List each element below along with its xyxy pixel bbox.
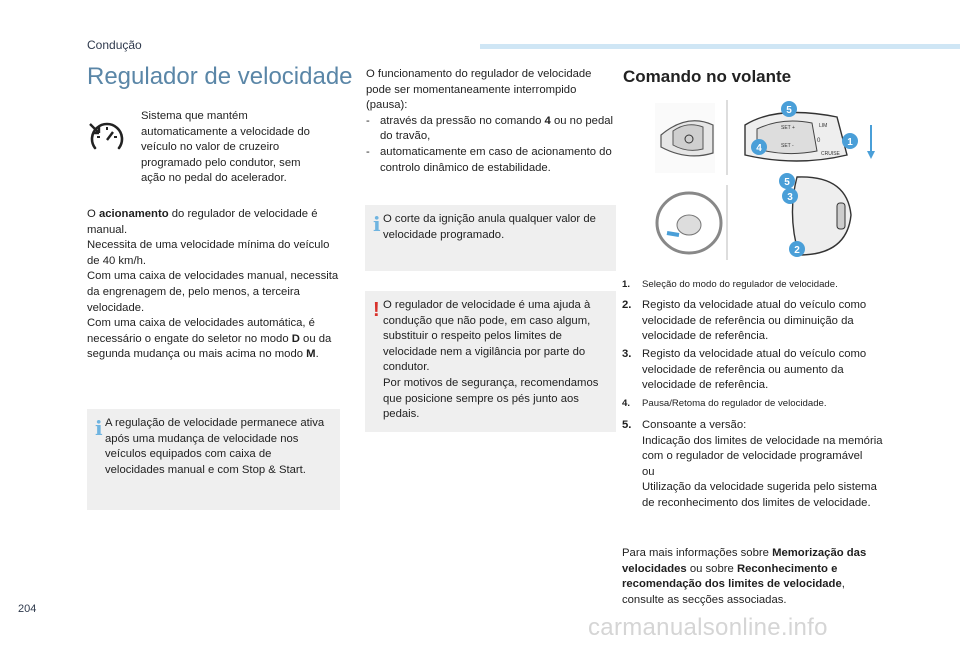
svg-text:1: 1: [847, 137, 853, 148]
list-item-5: 5. Consoante a versão: Indicação dos limites de velocidade na memória com o regulador de velocidade programável ou Utilização da velocidade sugerida pelo sistema de reconhecimento dos limites de velocidade.: [622, 419, 883, 509]
header-bar: [480, 44, 960, 49]
pause-item: - através da pressão no comando 4 ou no pedal do travão,: [366, 114, 614, 143]
svg-text:CRUISE: CRUISE: [821, 151, 840, 157]
svg-text:0: 0: [817, 138, 821, 144]
paragraph-automatic-gearbox: Com uma caixa de velocidades automática, é necessário o engate do seletor no modo D ou da segunda mudança ou mais acima no modo M.: [87, 317, 332, 361]
svg-text:SET +: SET +: [781, 125, 795, 131]
note-text: A regulação de velocidade permanece ativa após uma mudança de velocidade nos veículos equipados com caixa de velocidades manual e com Stop & Start.: [105, 417, 325, 476]
related-sections-text: Para mais informações sobre Memorização das velocidades ou sobre Reconhecimento e recomendação dos limites de velocidade, consulte as secções associadas.: [622, 547, 867, 606]
svg-text:5: 5: [786, 105, 792, 116]
pause-lead: O funcionamento do regulador de velocidade pode ser momentaneamente interrompido (pausa):: [366, 68, 592, 112]
column2-body: [366, 67, 618, 176]
callout-4: [751, 139, 767, 155]
intro-text: Sistema que mantém automaticamente a velocidade do veículo no valor de cruzeiro programado pelo condutor, sem ação no pedal do acelerador.: [141, 110, 310, 185]
watermark: carmanualsonline.info: [588, 614, 828, 641]
svg-text:LIM: LIM: [819, 123, 828, 129]
paragraph-min-speed: Necessita de uma velocidade mínima do veículo de 40 km/h.: [87, 239, 330, 267]
svg-text:SET -: SET -: [781, 143, 794, 149]
info-icon: i: [373, 212, 381, 236]
paragraph-activation: O acionamento do regulador de velocidade é manual.: [87, 208, 318, 236]
warning-note-driving-aid: [365, 291, 616, 432]
callout-3: [782, 188, 798, 204]
paragraph-manual-gearbox: Com uma caixa de velocidades manual, necessita da engrenagem de, pelo menos, a terceira velocidade.: [87, 270, 339, 314]
callout-5-bottom: [779, 173, 795, 189]
section-header: Condução: [87, 38, 142, 52]
stalk-small-image: [655, 103, 715, 173]
info-icon: i: [95, 416, 103, 440]
info-note-ignition: [365, 205, 616, 271]
svg-text:4: 4: [756, 143, 762, 154]
callout-5-top: [781, 101, 797, 117]
page-number: 204: [18, 603, 37, 615]
note-text: O corte da ignição anula qualquer valor de velocidade programado.: [383, 213, 596, 241]
pause-item: - automaticamente em caso de acionamento do controlo dinâmico de estabilidade.: [366, 145, 612, 174]
list-item-4: 4. Pausa/Retoma do regulador de velocidade.: [622, 398, 827, 409]
section-title: Comando no volante: [623, 67, 792, 86]
warning-icon: !: [373, 299, 380, 321]
svg-text:3: 3: [787, 192, 793, 203]
column1-body: [87, 207, 339, 363]
callout-1: [842, 133, 858, 149]
list-item-3: 3. Registo da velocidade atual do veículo como velocidade de referência ou aumento da velocidade de referência.: [622, 348, 867, 392]
note-text: O regulador de velocidade é uma ajuda à condução que não pode, em caso algum, substituir o respeito pelos limites de velocidade nem a vigilância por parte do condutor. Por motivos de segurança, recomendamos que posicione sempre os pés junto aos pedais.: [383, 299, 599, 421]
steering-wheel-image: [657, 193, 721, 253]
steering-control-figure: [647, 95, 877, 265]
callout-2: [789, 241, 805, 257]
list-item-1: 1. Seleção do modo do regulador de velocidade.: [622, 279, 838, 290]
info-note-stop-start: [87, 409, 340, 510]
list-item-2: 2. Registo da velocidade atual do veículo como velocidade de referência ou diminuição da velocidade de referência.: [622, 299, 867, 343]
svg-text:2: 2: [794, 245, 800, 256]
speedometer-icon: [88, 118, 126, 156]
svg-text:5: 5: [784, 177, 790, 188]
page-title: Regulador de velocidade: [87, 63, 353, 90]
